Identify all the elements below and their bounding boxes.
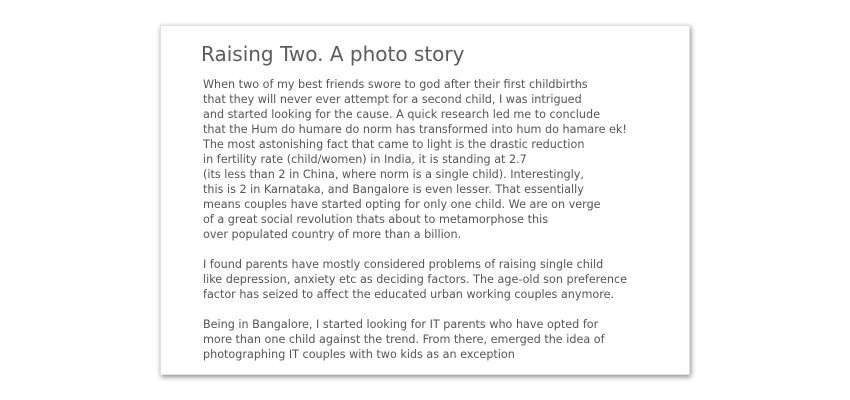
text-line: in fertility rate (child/women) in India, it is standing at 2.7 [203, 153, 527, 166]
text-line: and started looking for the cause. A quick research led me to conclude [203, 108, 600, 121]
text-line: means couples have started opting for only one child. We are on verge [203, 198, 601, 211]
text-line: like depression, anxiety etc as deciding factors. The age-old son preference [203, 273, 628, 286]
text-line: this is 2 in Karnataka, and Bangalore is even lesser. That essentially [203, 183, 584, 196]
article-card [160, 25, 690, 375]
text-line: The most astonishing fact that came to light is the drastic reduction [203, 138, 585, 151]
text-line: When two of my best friends swore to god after their first childbirths [203, 78, 588, 91]
paragraph-1 [203, 77, 683, 242]
text-line: that the Hum do humare do norm has transformed into hum do hamare ek! [203, 123, 627, 136]
paragraph-3 [203, 317, 683, 362]
text-line: that they will never ever attempt for a second child, I was intrigued [203, 93, 582, 106]
text-line: more than one child against the trend. From there, emerged the idea of [203, 333, 605, 346]
text-line: Being in Bangalore, I started looking for IT parents who have opted for [203, 318, 599, 331]
text-line: photographing IT couples with two kids as an exception [203, 348, 515, 361]
text-line: I found parents have mostly considered problems of raising single child [203, 258, 604, 271]
paragraph-2 [203, 257, 683, 302]
article-body [203, 77, 683, 377]
text-line: of a great social revolution thats about to metamorphose this [203, 213, 549, 226]
article-title: Raising Two. A photo story [201, 42, 465, 66]
text-line: factor has seized to affect the educated urban working couples anymore. [203, 288, 615, 301]
text-line: (its less than 2 in China, where norm is a single child). Interestingly, [203, 168, 584, 181]
text-line: over populated country of more than a billion. [203, 228, 462, 241]
